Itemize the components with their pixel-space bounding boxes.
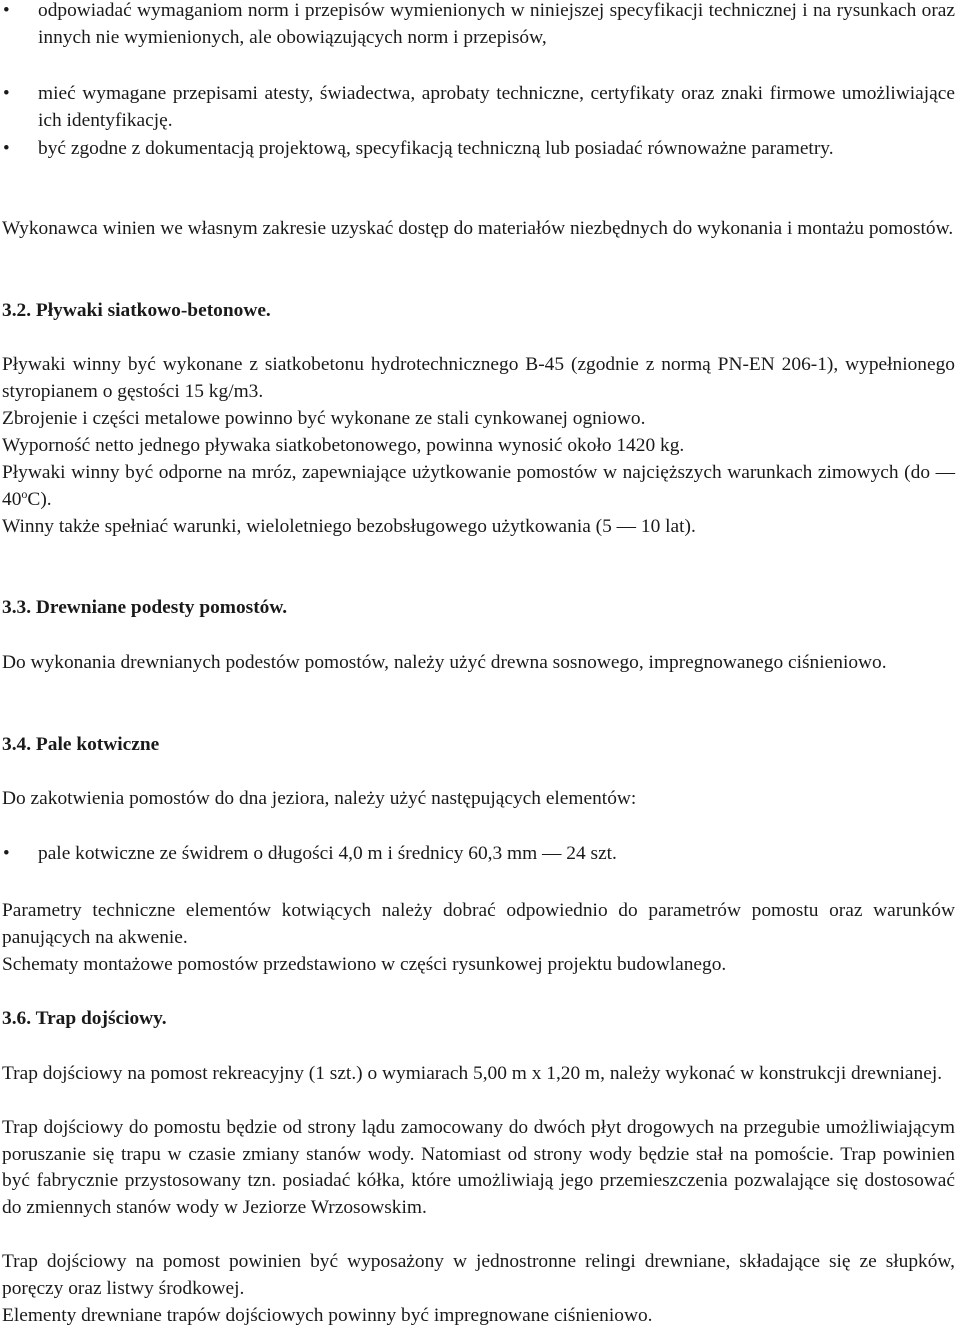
paragraph: Trap dojściowy do pomostu będzie od strony lądu zamocowany do dwóch płyt drogowych na przegubie umożliwiającym poruszanie się trapu w czasie zmiany stanów wody. Natomiast od strony wody będzie stał na pomoście. Trap powinien być fabrycznie przystosowany tzn. posiadać kółka, które umożliwiają jego przemieszczenia pozwalające się dostosować do zmiennych stanów wody w Jeziorze Wrzosowskim. xyxy=(2,1117,955,1218)
section-heading: 3.4. Pale kotwiczne xyxy=(2,734,160,755)
paragraph: Winny także spełniać warunki, wieloletniego bezobsługowego użytkowania (5 — 10 lat). xyxy=(2,516,696,537)
superscript: o xyxy=(21,486,28,501)
bullet-text: pale kotwiczne ze świdrem o długości 4,0 m i średnicy 60,3 mm — 24 szt. xyxy=(38,843,617,864)
bullet-icon: • xyxy=(3,83,10,104)
paragraph-text: Pływaki winny być odporne na mróz, zapewniające użytkowanie pomostów w najcięższych warunkach zimowych (do — 40 xyxy=(2,462,955,510)
paragraph: Schematy montażowe pomostów przedstawiono w części rysunkowej projektu budowlanego. xyxy=(2,954,727,975)
paragraph: Wyporność netto jednego pływaka siatkobetonowego, powinna wynosić około 1420 kg. xyxy=(2,435,685,456)
paragraph: Zbrojenie i części metalowe powinno być wykonane ze stali cynkowanej ogniowo. xyxy=(2,408,646,429)
section-heading: 3.2. Pływaki siatkowo-betonowe. xyxy=(2,300,271,321)
bullet-item xyxy=(2,136,955,163)
bullet-icon: • xyxy=(3,0,10,21)
paragraph: Do zakotwienia pomostów do dna jeziora, należy użyć następujących elementów: xyxy=(2,788,637,809)
paragraph: Wykonawca winien we własnym zakresie uzyskać dostęp do materiałów niezbędnych do wykonania i montażu pomostów. xyxy=(2,218,954,239)
paragraph xyxy=(2,460,955,513)
paragraph: Pływaki winny być wykonane z siatkobetonu hydrotechnicznego B-45 (zgodnie z normą PN-EN 206-1), wypełnionego styropianem o gęstości 15 kg/m3. xyxy=(2,354,955,402)
paragraph: Trap dojściowy na pomost powinien być wyposażony w jednostronne relingi drewniane, składające się ze słupków, poręczy oraz listwy środkowej. xyxy=(2,1251,955,1299)
bullet-item xyxy=(2,841,955,868)
section-heading: 3.6. Trap dojściowy. xyxy=(2,1008,167,1029)
bullet-item xyxy=(2,0,955,51)
paragraph-text: C). xyxy=(27,488,52,510)
paragraph: Parametry techniczne elementów kotwiących należy dobrać odpowiednio do parametrów pomostu oraz warunków panujących na akwenie. xyxy=(2,900,955,948)
bullet-icon: • xyxy=(3,138,10,159)
bullet-item xyxy=(2,81,955,134)
bullet-icon: • xyxy=(3,843,10,864)
bullet-text: odpowiadać wymaganiom norm i przepisów wymienionych w niniejszej specyfikacji technicznej i na rysunkach oraz innych nie wymienionych, ale obowiązujących norm i przepisów, xyxy=(38,0,955,48)
paragraph: Elementy drewniane trapów dojściowych powinny być impregnowane ciśnieniowo. xyxy=(2,1305,653,1326)
paragraph: Trap dojściowy na pomost rekreacyjny (1 szt.) o wymiarach 5,00 m x 1,20 m, należy wykonać w konstrukcji drewnianej. xyxy=(2,1063,943,1084)
paragraph: Do wykonania drewnianych podestów pomostów, należy użyć drewna sosnowego, impregnowanego ciśnieniowo. xyxy=(2,652,887,673)
bullet-text: być zgodne z dokumentacją projektową, specyfikacją techniczną lub posiadać równoważne parametry. xyxy=(38,138,834,159)
bullet-text: mieć wymagane przepisami atesty, świadectwa, aprobaty techniczne, certyfikaty oraz znaki firmowe umożliwiające ich identyfikację. xyxy=(38,83,955,131)
section-heading: 3.3. Drewniane podesty pomostów. xyxy=(2,597,288,618)
